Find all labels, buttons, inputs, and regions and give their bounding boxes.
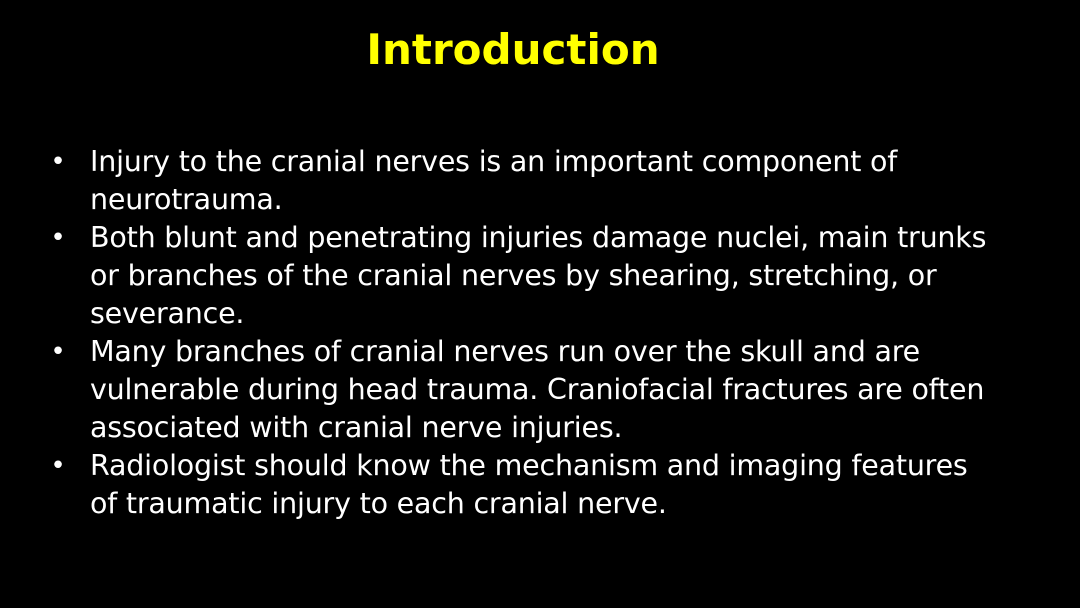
bullet-icon: • bbox=[50, 223, 66, 253]
bullet-text-line: or branches of the cranial nerves by shearing, stretching, or bbox=[90, 259, 937, 292]
bullet-text-line: neurotrauma. bbox=[90, 183, 283, 216]
bullet-icon: • bbox=[50, 147, 66, 177]
bullet-icon: • bbox=[50, 337, 66, 367]
bullet-text-line: Many branches of cranial nerves run over the skull and are bbox=[90, 335, 920, 368]
bullet-list bbox=[40, 143, 1052, 523]
bullet-text-line: vulnerable during head trauma. Craniofacial fractures are often bbox=[90, 373, 985, 406]
bullet-text-line: Both blunt and penetrating injuries damage nuclei, main trunks bbox=[90, 221, 987, 254]
bullet-text-line: severance. bbox=[90, 297, 245, 330]
bullet-item-2 bbox=[40, 219, 1052, 333]
bullet-icon: • bbox=[50, 451, 66, 481]
bullet-item-4 bbox=[40, 447, 1052, 523]
bullet-item-1 bbox=[40, 143, 1052, 219]
bullet-text-line: Radiologist should know the mechanism and imaging features bbox=[90, 449, 968, 482]
bullet-text-line: of traumatic injury to each cranial nerve. bbox=[90, 487, 667, 520]
bullet-text-line: associated with cranial nerve injuries. bbox=[90, 411, 623, 444]
bullet-text-line: Injury to the cranial nerves is an important component of bbox=[90, 145, 898, 178]
bullet-item-3 bbox=[40, 333, 1052, 447]
slide-title: Introduction bbox=[366, 25, 660, 74]
